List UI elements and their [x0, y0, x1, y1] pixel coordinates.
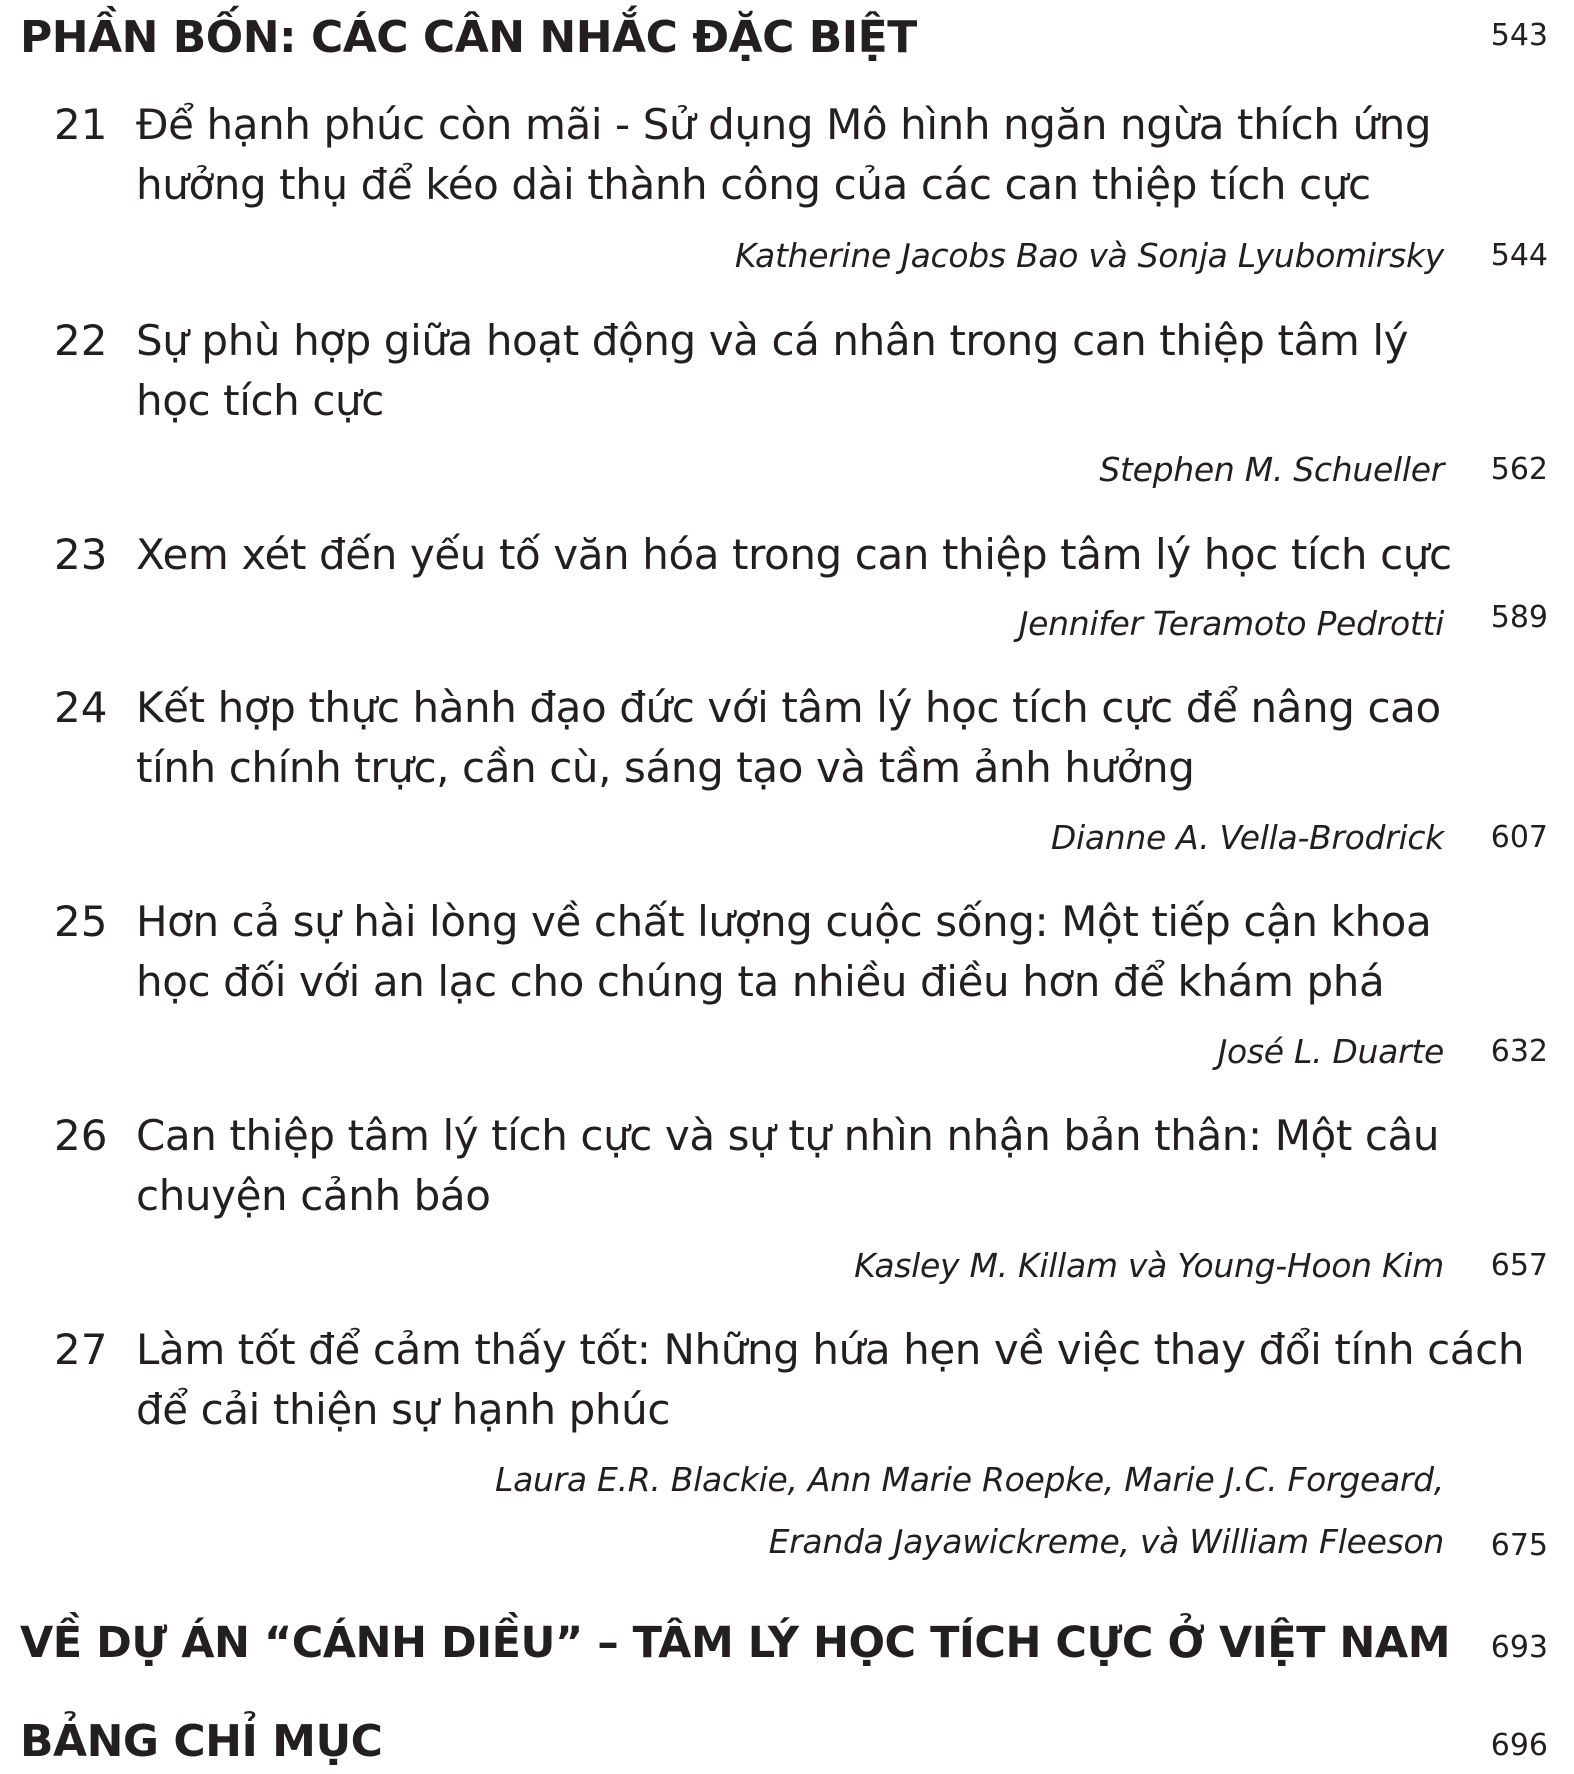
chapter-26-title-line-1: Can thiệp tâm lý tích cực và sự tự nhìn nhận bản thân: Một câu: [136, 1111, 1440, 1160]
chapter-25-author: José L. Duarte: [1217, 1032, 1444, 1071]
chapter-24-author: Dianne A. Vella-Brodrick: [1050, 818, 1444, 857]
chapter-27-page: 675: [1490, 1528, 1548, 1563]
chapter-21-author: Katherine Jacobs Bao và Sonja Lyubomirsky: [734, 236, 1444, 275]
index-page: 696: [1490, 1728, 1548, 1763]
chapter-27-author-line-2: Eranda Jayawickreme, và William Fleeson: [768, 1522, 1444, 1561]
chapter-26-page: 657: [1490, 1248, 1548, 1283]
chapter-25-number: 25: [54, 897, 108, 946]
chapter-22-title-line-2: học tích cực: [136, 376, 384, 425]
chapter-26-author: Kasley M. Killam và Young-Hoon Kim: [854, 1246, 1444, 1285]
chapter-25-title-line-1: Hơn cả sự hài lòng về chất lượng cuộc sống: Một tiếp cận khoa: [136, 897, 1432, 946]
chapter-21-number: 21: [54, 100, 108, 149]
chapter-24-title-line-2: tính chính trực, cần cù, sáng tạo và tầm ảnh hưởng: [136, 743, 1195, 792]
index-title: BẢNG CHỈ MỤC: [20, 1716, 383, 1767]
chapter-21-page: 544: [1490, 238, 1548, 273]
chapter-22-number: 22: [54, 316, 108, 365]
chapter-23-author: Jennifer Teramoto Pedrotti: [1018, 604, 1444, 643]
chapter-26-number: 26: [54, 1111, 108, 1160]
chapter-24-title-line-1: Kết hợp thực hành đạo đức với tâm lý học tích cực để nâng cao: [136, 683, 1441, 732]
chapter-22-page: 562: [1490, 452, 1548, 487]
chapter-27-title-line-2: để cải thiện sự hạnh phúc: [136, 1385, 671, 1434]
chapter-22-title-line-1: Sự phù hợp giữa hoạt động và cá nhân trong can thiệp tâm lý: [136, 316, 1409, 365]
chapter-23-title-line-1: Xem xét đến yếu tố văn hóa trong can thiệp tâm lý học tích cực: [136, 530, 1452, 579]
chapter-25-title-line-2: học đối với an lạc cho chúng ta nhiều điều hơn để khám phá: [136, 957, 1385, 1006]
chapter-27-number: 27: [54, 1325, 108, 1374]
part-four-title: PHẦN BỐN: CÁC CÂN NHẮC ĐẶC BIỆT: [20, 12, 917, 63]
chapter-21-title-line-1: Để hạnh phúc còn mãi - Sử dụng Mô hình ngăn ngừa thích ứng: [136, 100, 1432, 149]
chapter-21-title-line-2: hưởng thụ để kéo dài thành công của các can thiệp tích cực: [136, 160, 1371, 209]
chapter-24-page: 607: [1490, 820, 1548, 855]
about-project-title: VỀ DỰ ÁN “CÁNH DIỀU” – TÂM LÝ HỌC TÍCH CỰC Ở VIỆT NAM: [20, 1618, 1450, 1668]
chapter-23-page: 589: [1490, 600, 1548, 635]
chapter-22-author: Stephen M. Schueller: [1099, 450, 1444, 489]
about-project-page: 693: [1490, 1630, 1548, 1665]
chapter-23-number: 23: [54, 530, 108, 579]
chapter-27-author-line-1: Laura E.R. Blackie, Ann Marie Roepke, Marie J.C. Forgeard,: [495, 1460, 1444, 1499]
chapter-26-title-line-2: chuyện cảnh báo: [136, 1171, 491, 1220]
part-four-page: 543: [1490, 18, 1548, 53]
chapter-24-number: 24: [54, 683, 108, 732]
chapter-25-page: 632: [1490, 1034, 1548, 1069]
chapter-27-title-line-1: Làm tốt để cảm thấy tốt: Những hứa hẹn về việc thay đổi tính cách: [136, 1325, 1525, 1374]
